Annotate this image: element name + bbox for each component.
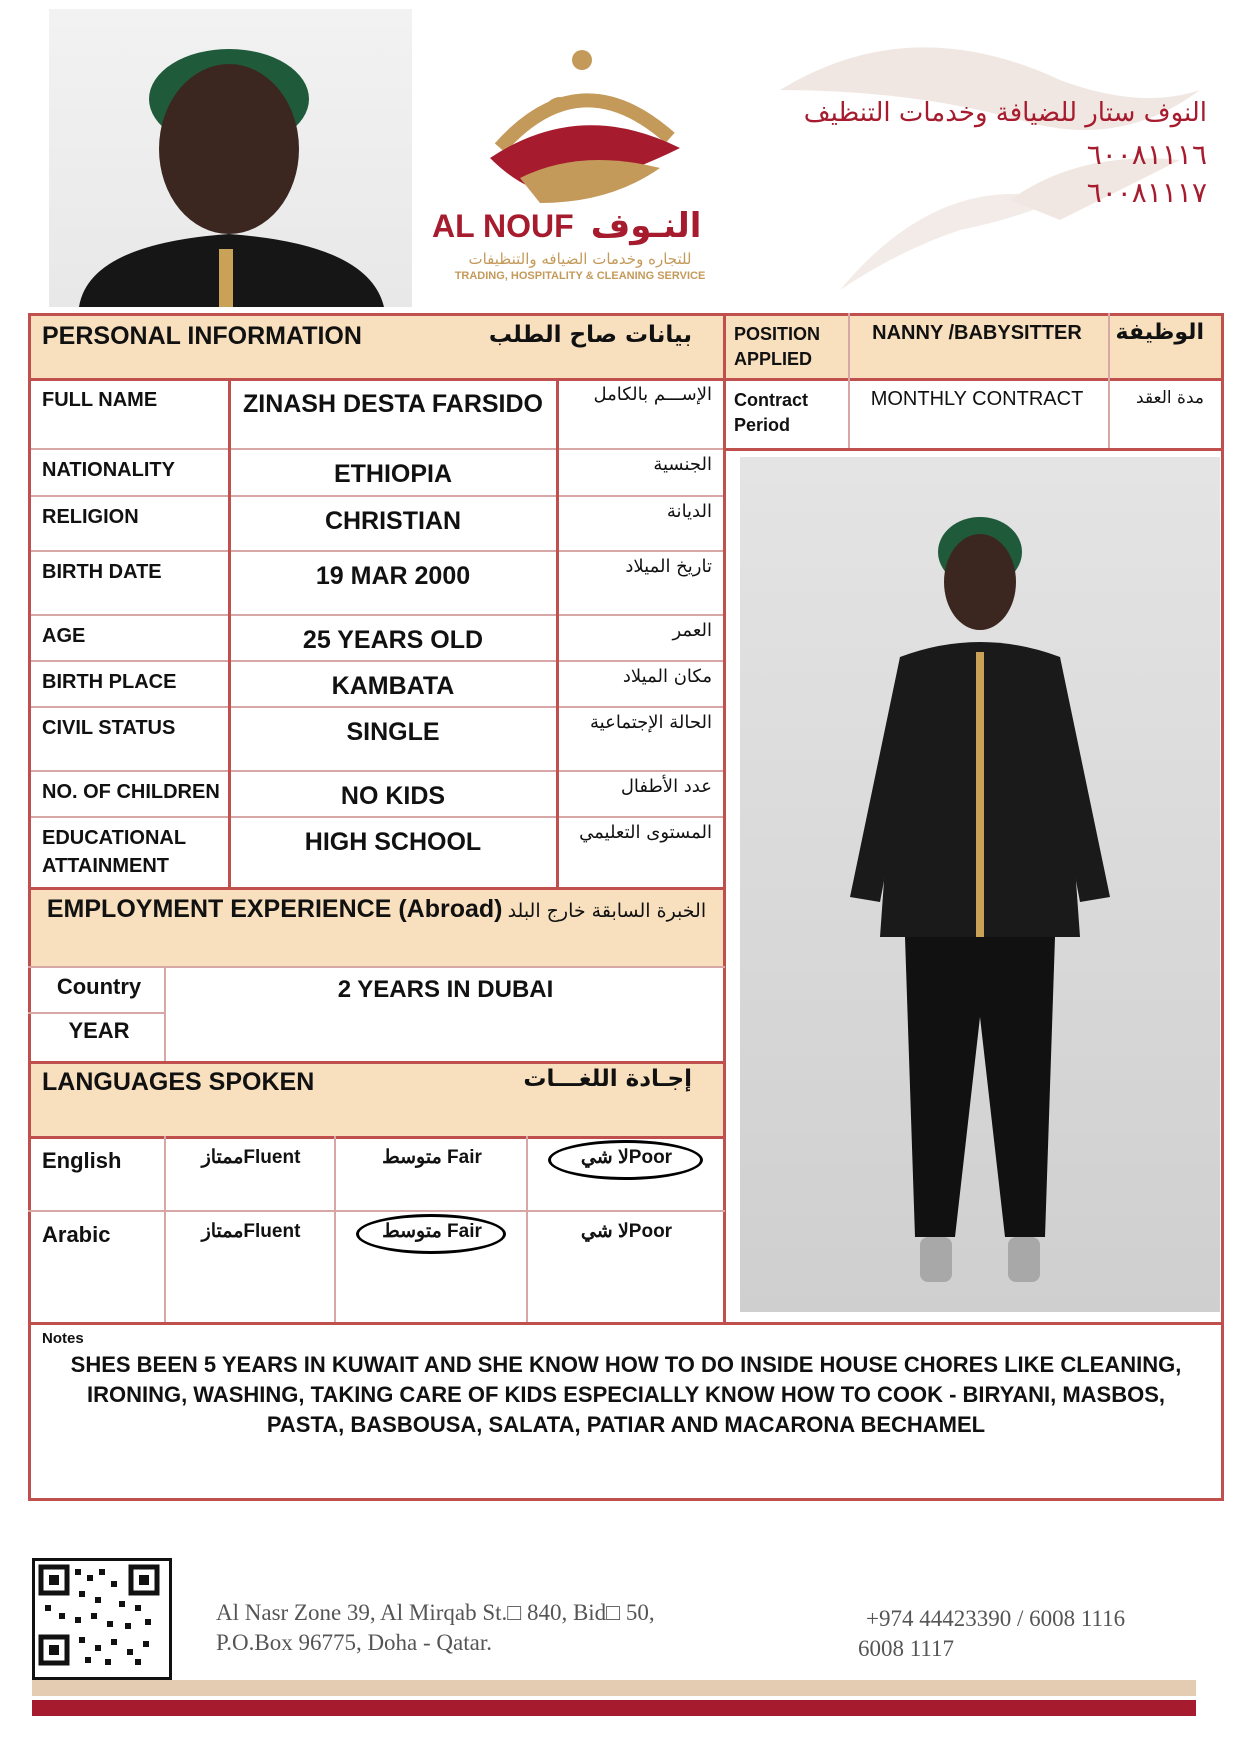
qr-code-icon [35, 1561, 163, 1671]
notes-text: SHES BEEN 5 YEARS IN KUWAIT AND SHE KNOW HOW TO DO INSIDE HOUSE CHORES LIKE CLEANING, IRONING, WASHING, TAKING CARE OF KIDS ESPECIALLY KNOW HOW TO COOK - BIRYANI, MASBOS, PASTA, BASBOUSA, SALATA, PATIAR AND MACARONA BECHAMEL [70, 1352, 1182, 1437]
position-col-line-1 [848, 313, 850, 448]
company-name-ar: النـوف [590, 206, 702, 246]
company-name-en: AL NOUF [432, 208, 574, 244]
info-label-ar: عدد الأطفال [620, 776, 712, 797]
info-label-ar: الديانة [666, 501, 712, 522]
info-row-line [28, 660, 725, 662]
info-value: CHRISTIAN [324, 507, 462, 535]
info-value: KAMBATA [331, 672, 455, 700]
info-row-line [28, 706, 725, 708]
lang-col-line-2 [334, 1136, 336, 1322]
info-label: NATIONALITY [42, 459, 175, 481]
employment-mid-line [28, 1012, 166, 1014]
employment-value: 2 YEARS IN DUBAI [337, 976, 554, 1003]
language-selected-circle [356, 1214, 506, 1254]
info-value: ZINASH DESTA FARSIDO [242, 390, 543, 418]
portrait-figure [49, 9, 412, 307]
info-label-ar: الحالة الإجتماعية [590, 712, 712, 733]
notes-border-top [28, 1322, 1224, 1325]
personal-info-title: PERSONAL INFORMATION [42, 322, 362, 350]
footer-bar-red [32, 1700, 1196, 1716]
info-label: FULL NAME [42, 389, 158, 411]
employment-year-label: YEAR [68, 1018, 130, 1043]
info-label: CIVIL STATUS [42, 717, 176, 739]
footer-phone-line2: 6008 1117 [858, 1636, 955, 1661]
company-tagline-ar: للتجاره وخدمات الضيافه والتنظيفات [468, 250, 692, 268]
info-label-ar: الإســـم بالكامل [593, 384, 712, 405]
info-row-line [28, 614, 725, 616]
footer-phone-line1: +974 44423390 / 6008 1116 [866, 1606, 1126, 1631]
language-level-option[interactable]: ممتازFluent [201, 1221, 301, 1242]
table-border-bottom [28, 1498, 1224, 1501]
info-row-line [28, 770, 725, 772]
info-label-ar: مكان الميلاد [622, 666, 712, 687]
notes-label: Notes [42, 1330, 84, 1347]
employment-col-line [164, 966, 166, 1063]
lang-col-line-3 [526, 1136, 528, 1322]
languages-line-top [28, 1061, 725, 1064]
employment-line-bottom [28, 966, 725, 968]
info-label: NO. OF CHILDREN [42, 781, 220, 803]
info-label-ar: الجنسية [653, 454, 712, 475]
company-header-ar: النوف ستار للضيافة وخدمات التنظيف [803, 98, 1207, 128]
info-row-line [28, 550, 725, 552]
info-value: ETHIOPIA [333, 460, 453, 488]
footer-address-line1: Al Nasr Zone 39, Al Mirqab St.□ 840, Bid□ 50, [216, 1600, 655, 1625]
info-label-ar: المستوى التعليمي [579, 822, 712, 843]
footer-bar-gold [32, 1680, 1196, 1696]
footer-address-line2: P.O.Box 96775, Doha - Qatar. [216, 1630, 492, 1655]
position-col-line-2 [1108, 313, 1110, 448]
info-col-line-2 [556, 378, 559, 888]
lang-col-line-1 [164, 1136, 166, 1322]
info-col-line-1 [228, 378, 231, 888]
info-value: 19 MAR 2000 [315, 562, 471, 590]
contract-value: MONTHLY CONTRACT [870, 388, 1084, 410]
languages-line-mid [28, 1210, 725, 1212]
info-value: SINGLE [346, 718, 440, 746]
company-phone2-ar: ٦٠٠٨١١١٧ [1086, 176, 1207, 209]
info-value: 25 YEARS OLD [302, 626, 484, 654]
employment-country-label: Country [56, 974, 142, 999]
languages-title-ar: إجـادة اللغـــات [523, 1066, 692, 1092]
employment-title [40, 894, 713, 927]
language-level-option[interactable]: لا شيPoor [580, 1147, 673, 1168]
personal-info-title-ar: بيانات صاح الطلب [488, 322, 692, 348]
language-name: English [42, 1148, 122, 1173]
info-label: BIRTH DATE [42, 561, 162, 583]
language-level-option[interactable]: متوسط Fair [382, 1147, 482, 1168]
employment-title-ar: الخبرة السابقة خارج البلد [507, 900, 707, 922]
logo-emblem-icon [430, 28, 730, 208]
applicant-portrait-photo [49, 9, 412, 307]
info-row-line [28, 816, 725, 818]
contract-label-ar: مدة العقد [1136, 388, 1204, 408]
full-body-figure [740, 457, 1220, 1312]
table-divider-center [723, 313, 726, 1325]
employment-title-en: EMPLOYMENT EXPERIENCE (Abroad) [46, 895, 503, 923]
table-border-top [28, 313, 1224, 316]
info-label-ar: تاريخ الميلاد [625, 556, 712, 577]
personal-header-line [28, 378, 725, 381]
employment-line-top [28, 887, 725, 890]
languages-title: LANGUAGES SPOKEN [42, 1068, 315, 1096]
language-selected-circle [548, 1140, 703, 1180]
position-value: NANNY /BABYSITTER [872, 322, 1082, 344]
info-row-line [28, 448, 725, 450]
info-label: RELIGION [42, 506, 139, 528]
info-row-line [28, 495, 725, 497]
info-label-ar: العمر [672, 620, 712, 641]
info-label: AGE [42, 625, 86, 647]
language-level-option[interactable]: متوسط Fair [382, 1221, 482, 1242]
info-label: BIRTH PLACE [42, 671, 177, 693]
info-value: HIGH SCHOOL [304, 828, 482, 856]
company-phone1-ar: ٦٠٠٨١١١٦ [1086, 138, 1207, 171]
language-level-option[interactable]: لا شيPoor [580, 1221, 673, 1242]
info-label: EDUCATIONAL ATTAINMENT [42, 827, 186, 877]
company-logo [430, 28, 730, 288]
language-name: Arabic [42, 1222, 111, 1247]
contract-label: Contract Period [734, 390, 809, 435]
qr-code [32, 1558, 172, 1680]
languages-line-header [28, 1136, 725, 1139]
company-tagline-en: TRADING, HOSPITALITY & CLEANING SERVICE [454, 270, 706, 282]
info-value: NO KIDS [340, 782, 446, 810]
applicant-full-body-photo [740, 457, 1220, 1312]
position-label: POSITION APPLIED [734, 324, 821, 369]
contract-row-line [723, 448, 1223, 451]
language-level-option[interactable]: ممتازFluent [201, 1147, 301, 1168]
position-label-ar: الوظيفة [1115, 320, 1204, 345]
position-row-line [723, 378, 1223, 381]
